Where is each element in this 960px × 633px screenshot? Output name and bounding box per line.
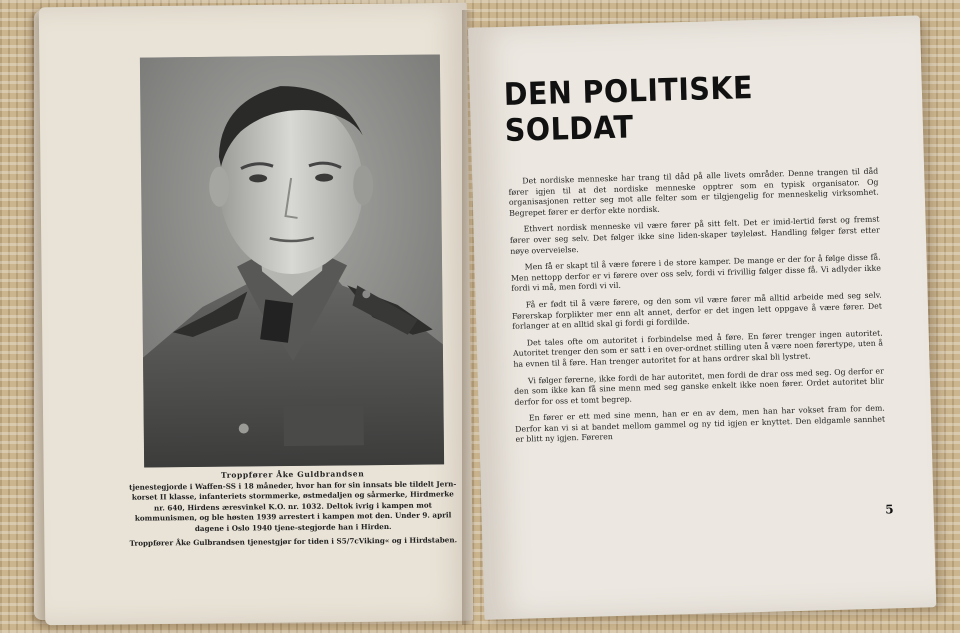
paragraph: Det tales ofte om autoritet i forbindelse med å føre. En fører trenger ingen autoritet. Autoritet trenger den som er satt i en over-ordnet stilling uten å være noen førertype, uten å ha evnen til å føre. Han trenger autoritet for at hans ordrer skal bli lystret.: [512, 328, 884, 369]
caption-footer: Troppfører Åke Gulbrandsen tjenestgjør for tiden i S5/7cViking« og i Hirdstaben.: [129, 535, 458, 548]
page-title: DEN POLITISKE SOLDAT: [503, 70, 754, 150]
paragraph: Ethvert nordisk menneske vil være fører på sitt felt. Det er imid-lertid først og fremst fører over seg selv. Det følger ikke sine liden-skaper tøyleløst. Handling følger først etter nøye overveielse.: [509, 214, 880, 256]
caption-title: Troppfører Åke Guldbrandsen: [220, 469, 365, 480]
paragraph: Men få er skapt til å være førere i de store kamper. De mange er der for å følge disse få. Men nettopp derfor er vi førere over oss selv, fordi vi frivillig følger disse få. Vi adlyder ikke fordi vi må, men fordi vi vil.: [510, 252, 881, 294]
photo-caption: [128, 468, 459, 549]
paragraph: En fører er ett med sine menn, han er en av dem, men han har vokset fram for dem. Derfor kan vi si at bandet mellom gammel og ny tid igjen er knyttet. Den eldgamle sannhet er blitt ny igjen. Føreren: [515, 403, 886, 445]
article-text: [508, 167, 886, 452]
caption-body: tjenestegjorde i Waffen-SS i 18 måneder, hvor han for sin innsats ble tildelt Jern-korset II klasse, infanteriets stormmerke, østmedaljen og sårmerke, Hirdmerke nr. 640, Hirdens æresvinkel K.O. nr. 1032. Deltok ivrig i kampen mot kommunismen, og ble høsten 1939 arrestert i kampen mot den. Under 9. april dagene i Oslo 1940 tjene-stegjorde han i Hirden.: [129, 478, 457, 533]
page-number: 5: [885, 502, 894, 517]
paragraph: Få er født til å være førere, og den som vil være fører må alltid arbeide med seg selv. Førerskap forplikter mer enn alt annet, derfor er det ingen lett oppgave å være fører. Det forlanger at en alltid skal gi fordi gi fordilde.: [511, 290, 883, 332]
paragraph: Vi følger førerne, ikke fordi de har autoritet, men fordi de drar oss med seg. Og derfor er den som ikke kan få sine menn med seg ganske enkelt ikke noen fører. Ordet autoritet blir derfor for oss et tomt begrep.: [514, 366, 885, 407]
right-page: [468, 15, 936, 619]
paragraph: Det nordiske menneske har trang til dåd på alle livets områder. Denne trangen til dåd fører igjen til at det nordiske menneske opptrer som en typisk organisator. Og organisasjonen retter seg mot alle felter som er tilgjengelig for menneskelig virksomhet. Begrepet fører er derfor ekte nordisk.: [508, 166, 879, 218]
soldier-portrait-photo: [140, 54, 444, 467]
